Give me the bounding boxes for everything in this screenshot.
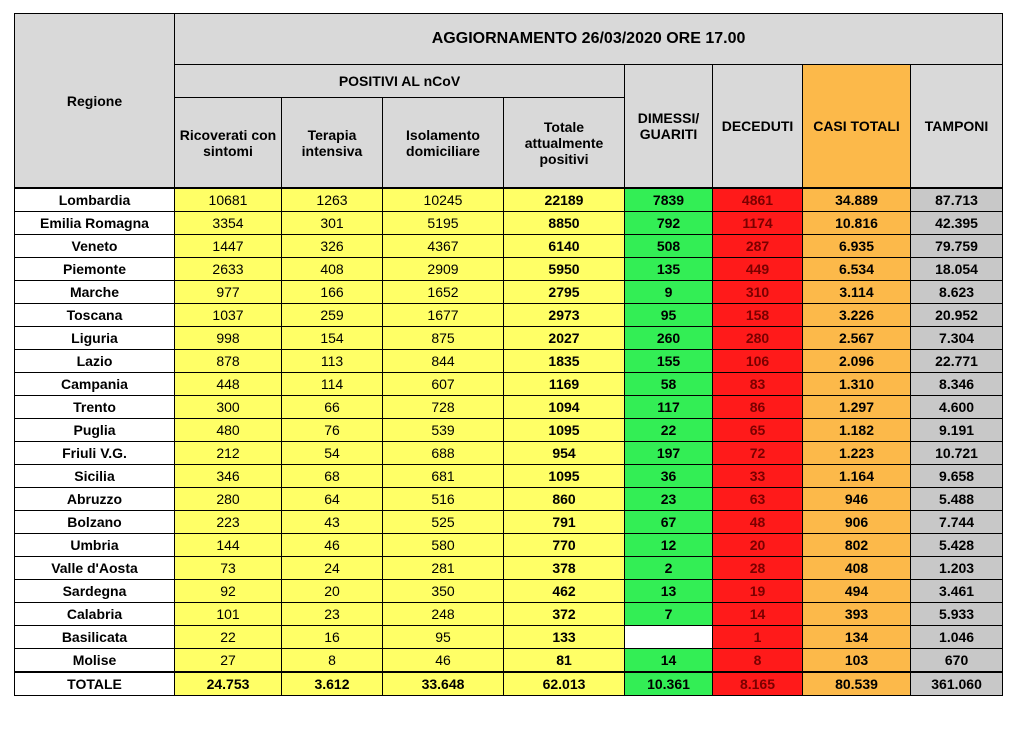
cell-deceduti: 8 (713, 649, 803, 673)
cell-regione: TOTALE (15, 672, 175, 696)
cell-regione: Liguria (15, 327, 175, 350)
cell-terapia: 259 (282, 304, 383, 327)
covid-data-table (14, 13, 1003, 696)
cell-terapia: 24 (282, 557, 383, 580)
cell-casi: 494 (803, 580, 911, 603)
cell-tamponi: 18.054 (911, 258, 1003, 281)
cell-terapia: 76 (282, 419, 383, 442)
header-terapia: Terapia intensiva (282, 98, 383, 189)
cell-tamponi: 7.744 (911, 511, 1003, 534)
cell-ricoverati: 1037 (175, 304, 282, 327)
cell-isolamento: 607 (383, 373, 504, 396)
cell-isolamento: 525 (383, 511, 504, 534)
table-body (15, 188, 1003, 696)
cell-ricoverati: 280 (175, 488, 282, 511)
cell-isolamento: 5195 (383, 212, 504, 235)
cell-isolamento: 281 (383, 557, 504, 580)
cell-totale: 5950 (504, 258, 625, 281)
cell-dimessi: 58 (625, 373, 713, 396)
cell-terapia: 20 (282, 580, 383, 603)
cell-ricoverati: 977 (175, 281, 282, 304)
cell-regione: Toscana (15, 304, 175, 327)
cell-isolamento: 95 (383, 626, 504, 649)
cell-deceduti: 1174 (713, 212, 803, 235)
cell-ricoverati: 24.753 (175, 672, 282, 696)
cell-dimessi: 10.361 (625, 672, 713, 696)
table-row (15, 304, 1003, 327)
cell-regione: Abruzzo (15, 488, 175, 511)
header-ricoverati: Ricoverati con sintomi (175, 98, 282, 189)
cell-terapia: 43 (282, 511, 383, 534)
cell-terapia: 154 (282, 327, 383, 350)
cell-dimessi: 12 (625, 534, 713, 557)
table-row (15, 212, 1003, 235)
header-totale-positivi: Totale attualmente positivi (504, 98, 625, 189)
cell-tamponi: 670 (911, 649, 1003, 673)
cell-totale: 954 (504, 442, 625, 465)
cell-isolamento: 516 (383, 488, 504, 511)
cell-dimessi: 117 (625, 396, 713, 419)
cell-terapia: 64 (282, 488, 383, 511)
cell-ricoverati: 300 (175, 396, 282, 419)
cell-tamponi: 361.060 (911, 672, 1003, 696)
table-row (15, 511, 1003, 534)
cell-isolamento: 728 (383, 396, 504, 419)
cell-isolamento: 580 (383, 534, 504, 557)
cell-regione: Campania (15, 373, 175, 396)
cell-casi: 906 (803, 511, 911, 534)
cell-dimessi: 13 (625, 580, 713, 603)
cell-casi: 1.310 (803, 373, 911, 396)
cell-ricoverati: 1447 (175, 235, 282, 258)
table-row (15, 281, 1003, 304)
cell-deceduti: 310 (713, 281, 803, 304)
cell-ricoverati: 223 (175, 511, 282, 534)
table-row (15, 350, 1003, 373)
cell-tamponi: 9.658 (911, 465, 1003, 488)
cell-regione: Trento (15, 396, 175, 419)
cell-isolamento: 248 (383, 603, 504, 626)
cell-casi: 34.889 (803, 188, 911, 212)
cell-casi: 6.935 (803, 235, 911, 258)
cell-ricoverati: 480 (175, 419, 282, 442)
cell-tamponi: 20.952 (911, 304, 1003, 327)
cell-casi: 1.223 (803, 442, 911, 465)
cell-ricoverati: 2633 (175, 258, 282, 281)
table-row (15, 580, 1003, 603)
table-row (15, 442, 1003, 465)
table-row (15, 258, 1003, 281)
table-row (15, 419, 1003, 442)
cell-terapia: 1263 (282, 188, 383, 212)
cell-tamponi: 8.623 (911, 281, 1003, 304)
table-row (15, 327, 1003, 350)
cell-dimessi: 95 (625, 304, 713, 327)
cell-totale: 81 (504, 649, 625, 673)
cell-ricoverati: 878 (175, 350, 282, 373)
header-regione: Regione (15, 14, 175, 189)
cell-dimessi (625, 626, 713, 649)
cell-totale: 22189 (504, 188, 625, 212)
table-row (15, 488, 1003, 511)
header-dimessi: DIMESSI/ GUARITI (625, 65, 713, 189)
cell-dimessi: 36 (625, 465, 713, 488)
cell-totale: 1094 (504, 396, 625, 419)
cell-dimessi: 260 (625, 327, 713, 350)
cell-terapia: 68 (282, 465, 383, 488)
cell-tamponi: 7.304 (911, 327, 1003, 350)
table-row (15, 534, 1003, 557)
cell-regione: Puglia (15, 419, 175, 442)
cell-isolamento: 1677 (383, 304, 504, 327)
cell-casi: 2.567 (803, 327, 911, 350)
cell-totale: 8850 (504, 212, 625, 235)
cell-dimessi: 7839 (625, 188, 713, 212)
cell-deceduti: 63 (713, 488, 803, 511)
header-positivi: POSITIVI AL nCoV (175, 65, 625, 98)
cell-isolamento: 875 (383, 327, 504, 350)
cell-casi: 1.182 (803, 419, 911, 442)
cell-casi: 103 (803, 649, 911, 673)
cell-isolamento: 681 (383, 465, 504, 488)
cell-tamponi: 3.461 (911, 580, 1003, 603)
cell-isolamento: 46 (383, 649, 504, 673)
cell-regione: Umbria (15, 534, 175, 557)
cell-tamponi: 5.428 (911, 534, 1003, 557)
cell-regione: Calabria (15, 603, 175, 626)
cell-regione: Lombardia (15, 188, 175, 212)
table-row (15, 672, 1003, 696)
cell-totale: 372 (504, 603, 625, 626)
cell-isolamento: 539 (383, 419, 504, 442)
cell-deceduti: 158 (713, 304, 803, 327)
cell-deceduti: 83 (713, 373, 803, 396)
table-row (15, 465, 1003, 488)
cell-isolamento: 33.648 (383, 672, 504, 696)
cell-casi: 802 (803, 534, 911, 557)
cell-deceduti: 280 (713, 327, 803, 350)
cell-terapia: 408 (282, 258, 383, 281)
cell-totale: 2973 (504, 304, 625, 327)
cell-deceduti: 33 (713, 465, 803, 488)
cell-ricoverati: 998 (175, 327, 282, 350)
cell-ricoverati: 3354 (175, 212, 282, 235)
cell-dimessi: 135 (625, 258, 713, 281)
cell-terapia: 326 (282, 235, 383, 258)
cell-totale: 1169 (504, 373, 625, 396)
cell-regione: Bolzano (15, 511, 175, 534)
cell-regione: Molise (15, 649, 175, 673)
table-row (15, 649, 1003, 673)
table-row (15, 603, 1003, 626)
cell-dimessi: 155 (625, 350, 713, 373)
cell-terapia: 114 (282, 373, 383, 396)
cell-casi: 80.539 (803, 672, 911, 696)
cell-dimessi: 508 (625, 235, 713, 258)
cell-casi: 3.114 (803, 281, 911, 304)
cell-deceduti: 14 (713, 603, 803, 626)
cell-totale: 791 (504, 511, 625, 534)
cell-regione: Emilia Romagna (15, 212, 175, 235)
cell-totale: 1095 (504, 419, 625, 442)
cell-isolamento: 844 (383, 350, 504, 373)
cell-totale: 860 (504, 488, 625, 511)
cell-ricoverati: 22 (175, 626, 282, 649)
cell-regione: Friuli V.G. (15, 442, 175, 465)
table-row (15, 626, 1003, 649)
cell-tamponi: 5.488 (911, 488, 1003, 511)
cell-casi: 393 (803, 603, 911, 626)
cell-terapia: 8 (282, 649, 383, 673)
cell-dimessi: 197 (625, 442, 713, 465)
cell-regione: Piemonte (15, 258, 175, 281)
cell-deceduti: 4861 (713, 188, 803, 212)
cell-isolamento: 688 (383, 442, 504, 465)
cell-casi: 408 (803, 557, 911, 580)
cell-tamponi: 8.346 (911, 373, 1003, 396)
cell-terapia: 166 (282, 281, 383, 304)
cell-totale: 6140 (504, 235, 625, 258)
cell-dimessi: 792 (625, 212, 713, 235)
cell-casi: 2.096 (803, 350, 911, 373)
cell-ricoverati: 212 (175, 442, 282, 465)
cell-regione: Lazio (15, 350, 175, 373)
cell-ricoverati: 346 (175, 465, 282, 488)
table-title: AGGIORNAMENTO 26/03/2020 ORE 17.00 (175, 14, 1003, 65)
cell-regione: Veneto (15, 235, 175, 258)
cell-tamponi: 4.600 (911, 396, 1003, 419)
cell-casi: 134 (803, 626, 911, 649)
cell-totale: 1835 (504, 350, 625, 373)
cell-deceduti: 28 (713, 557, 803, 580)
cell-casi: 1.164 (803, 465, 911, 488)
cell-tamponi: 79.759 (911, 235, 1003, 258)
cell-tamponi: 87.713 (911, 188, 1003, 212)
cell-tamponi: 10.721 (911, 442, 1003, 465)
cell-deceduti: 48 (713, 511, 803, 534)
cell-tamponi: 5.933 (911, 603, 1003, 626)
cell-terapia: 16 (282, 626, 383, 649)
header-casi-totali: CASI TOTALI (803, 65, 911, 189)
cell-dimessi: 22 (625, 419, 713, 442)
cell-totale: 62.013 (504, 672, 625, 696)
table-row (15, 235, 1003, 258)
cell-ricoverati: 92 (175, 580, 282, 603)
cell-totale: 2795 (504, 281, 625, 304)
table-row (15, 557, 1003, 580)
cell-casi: 946 (803, 488, 911, 511)
cell-dimessi: 7 (625, 603, 713, 626)
cell-dimessi: 67 (625, 511, 713, 534)
cell-deceduti: 449 (713, 258, 803, 281)
cell-casi: 6.534 (803, 258, 911, 281)
table-row (15, 373, 1003, 396)
cell-terapia: 3.612 (282, 672, 383, 696)
cell-deceduti: 20 (713, 534, 803, 557)
cell-deceduti: 86 (713, 396, 803, 419)
cell-regione: Sardegna (15, 580, 175, 603)
cell-ricoverati: 144 (175, 534, 282, 557)
cell-regione: Basilicata (15, 626, 175, 649)
cell-totale: 133 (504, 626, 625, 649)
cell-dimessi: 23 (625, 488, 713, 511)
cell-dimessi: 2 (625, 557, 713, 580)
cell-casi: 3.226 (803, 304, 911, 327)
cell-casi: 1.297 (803, 396, 911, 419)
cell-tamponi: 1.203 (911, 557, 1003, 580)
cell-deceduti: 106 (713, 350, 803, 373)
cell-tamponi: 42.395 (911, 212, 1003, 235)
cell-terapia: 66 (282, 396, 383, 419)
cell-tamponi: 22.771 (911, 350, 1003, 373)
cell-casi: 10.816 (803, 212, 911, 235)
table-row (15, 188, 1003, 212)
cell-regione: Sicilia (15, 465, 175, 488)
cell-totale: 462 (504, 580, 625, 603)
cell-tamponi: 9.191 (911, 419, 1003, 442)
cell-dimessi: 14 (625, 649, 713, 673)
header-deceduti: DECEDUTI (713, 65, 803, 189)
cell-terapia: 54 (282, 442, 383, 465)
table-row (15, 396, 1003, 419)
cell-totale: 378 (504, 557, 625, 580)
cell-ricoverati: 73 (175, 557, 282, 580)
cell-isolamento: 1652 (383, 281, 504, 304)
cell-ricoverati: 101 (175, 603, 282, 626)
cell-terapia: 46 (282, 534, 383, 557)
cell-ricoverati: 448 (175, 373, 282, 396)
cell-totale: 1095 (504, 465, 625, 488)
cell-deceduti: 1 (713, 626, 803, 649)
cell-dimessi: 9 (625, 281, 713, 304)
cell-isolamento: 10245 (383, 188, 504, 212)
cell-ricoverati: 27 (175, 649, 282, 673)
cell-isolamento: 350 (383, 580, 504, 603)
cell-terapia: 23 (282, 603, 383, 626)
cell-totale: 770 (504, 534, 625, 557)
cell-regione: Marche (15, 281, 175, 304)
cell-isolamento: 2909 (383, 258, 504, 281)
cell-deceduti: 8.165 (713, 672, 803, 696)
header-isolamento: Isolamento domiciliare (383, 98, 504, 189)
header-tamponi: TAMPONI (911, 65, 1003, 189)
cell-deceduti: 65 (713, 419, 803, 442)
cell-deceduti: 287 (713, 235, 803, 258)
cell-regione: Valle d'Aosta (15, 557, 175, 580)
cell-isolamento: 4367 (383, 235, 504, 258)
cell-deceduti: 19 (713, 580, 803, 603)
cell-ricoverati: 10681 (175, 188, 282, 212)
cell-deceduti: 72 (713, 442, 803, 465)
cell-totale: 2027 (504, 327, 625, 350)
cell-terapia: 301 (282, 212, 383, 235)
cell-tamponi: 1.046 (911, 626, 1003, 649)
cell-terapia: 113 (282, 350, 383, 373)
